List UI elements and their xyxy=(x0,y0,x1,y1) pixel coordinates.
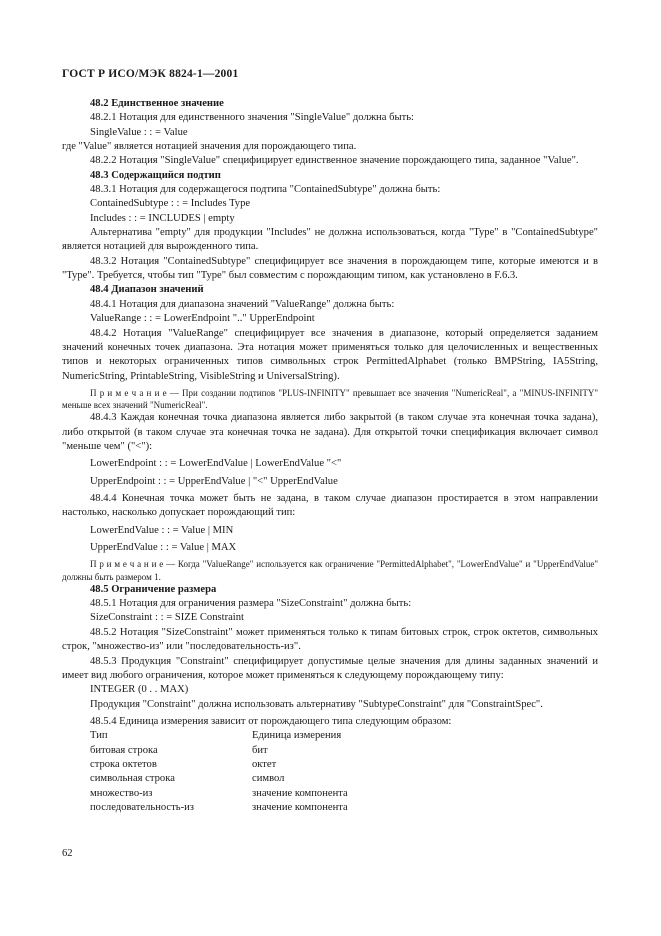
note-text: — Когда "ValueRange" используется как ограничение "PermittedAlphabet", "LowerEndValue" и "UpperEndValue" должны быть размером 1. xyxy=(62,559,598,582)
notation-line: Includes : : = INCLUDES | empty xyxy=(90,212,235,224)
table-cell: Тип xyxy=(90,730,108,742)
note xyxy=(62,387,598,411)
table-cell: последовательность-из xyxy=(90,801,194,813)
notation-line: ValueRange : : = LowerEndpoint ".." UpperEndpoint xyxy=(90,313,315,325)
table-cell: значение компонента xyxy=(252,787,348,799)
paragraph: 48.2.1 Нотация для единственного значения "SingleValue" должна быть: xyxy=(90,112,414,124)
note xyxy=(62,558,598,582)
table-cell: октет xyxy=(252,758,277,770)
notation-line: LowerEndValue : : = Value | MIN xyxy=(90,524,234,536)
table-cell: множество-из xyxy=(90,787,153,799)
document-body xyxy=(62,97,598,815)
page-number: 62 xyxy=(62,848,73,859)
unit-table xyxy=(90,729,598,815)
notation-line: UpperEndValue : : = Value | MAX xyxy=(90,542,237,554)
paragraph: 48.4.1 Нотация для диапазона значений "ValueRange" должна быть: xyxy=(90,298,395,310)
note-text: — При создании подтипов "PLUS-INFINITY" превышает все значения "NumericReal", а "MINUS-INFINITY" меньше всех значений "NumericReal". xyxy=(62,387,598,411)
notation-line: UpperEndpoint : : = UpperEndValue | "<" UpperEndValue xyxy=(90,475,338,487)
paragraph: 48.3.1 Нотация для содержащегося подтипа "ContainedSubtype" должна быть: xyxy=(90,184,441,196)
section-heading: 48.4 Диапазон значений xyxy=(90,284,204,296)
table-row xyxy=(90,801,598,815)
table-header-row xyxy=(90,729,598,743)
table-cell: Единица измерения xyxy=(252,730,342,742)
paragraph: Продукция "Constraint" должна использовать альтернативу "SubtypeConstraint" для "ConstraintSpec". xyxy=(90,698,543,710)
paragraph: 48.5.3 Продукция "Constraint" специфицирует допустимые целые значения для длины заданных значений и имеет вид любого ограничения, которое может применяться к следующему порождающему типу: xyxy=(62,655,598,681)
paragraph: Альтернатива "empty" для продукции "Includes" не должна использоваться, когда "Type" в "ContainedSubtype" является нотацией для вырожденного типа. xyxy=(62,227,598,253)
table-cell: бит xyxy=(252,744,268,756)
paragraph: 48.5.2 Нотация "SizeConstraint" может применяться только к типам битовых строк, строк октетов, символьных строк, "множество-из" или "последовательность-из". xyxy=(62,626,598,653)
table-cell: символьная строка xyxy=(90,773,175,785)
notation-line: SingleValue : : = Value xyxy=(90,126,188,138)
paragraph: 48.4.3 Каждая конечная точка диапазона является либо закрытой (в таком случае эта конечная точка задана), либо открытой (в таком случае эта конечная точка не задана). Для открытой точки спецификация включает символ "меньше чем" ("<"): xyxy=(62,412,598,452)
table-cell: битовая строка xyxy=(90,744,158,756)
table-cell: строка октетов xyxy=(90,758,157,770)
table-row xyxy=(90,758,598,772)
table-cell: значение компонента xyxy=(252,801,348,813)
section-heading: 48.3 Содержащийся подтип xyxy=(90,169,221,181)
notation-line: INTEGER (0 . . MAX) xyxy=(90,684,189,696)
paragraph: 48.2.2 Нотация "SingleValue" специфицирует единственное значение порождающего типа, заданное "Value". xyxy=(90,155,579,167)
paragraph: где "Value" является нотацией значения для порождающего типа. xyxy=(62,141,357,153)
notation-line: SizeConstraint : : = SIZE Constraint xyxy=(90,612,244,624)
paragraph: 48.5.1 Нотация для ограничения размера "SizeConstraint" должна быть: xyxy=(90,598,412,610)
notation-line: LowerEndpoint : : = LowerEndValue | LowerEndValue "<" xyxy=(90,458,342,470)
notation-line: ContainedSubtype : : = Includes Type xyxy=(90,198,251,210)
paragraph: 48.3.2 Нотация "ContainedSubtype" специфицирует все значения в порождающем типе, которые имеются и в "Type". Требуется, чтобы тип "Type" был совместим с порождающим типом, как установлено в F.6.3. xyxy=(62,255,598,282)
paragraph: 48.5.4 Единица измерения зависит от порождающего типа следующим образом: xyxy=(90,715,452,727)
note-label: П р и м е ч а н и е xyxy=(90,387,167,398)
note-label: П р и м е ч а н и е xyxy=(90,559,164,570)
table-row xyxy=(90,772,598,786)
table-cell: символ xyxy=(252,773,285,785)
table-row xyxy=(90,744,598,758)
table-row xyxy=(90,787,598,801)
section-heading: 48.2 Единственное значение xyxy=(90,98,224,109)
document-header: ГОСТ Р ИСО/МЭК 8824-1—2001 xyxy=(62,68,239,80)
paragraph: 48.4.4 Конечная точка может быть не задана, в таком случае диапазон простирается в этом направлении настолько, насколько допускает порождающий тип: xyxy=(62,493,598,519)
paragraph: 48.4.2 Нотация "ValueRange" специфицирует все значения в диапазоне, который определяется заданием значений конечных точек диапазона. Эта нотация может применяться только для целочисленных и вещественных типов и некоторых ограниченных типов символьных строк PermittedAlphabet (только BMPString, IA5String, NumericString, PrintableString, VisibleString и UniversalString). xyxy=(62,327,598,382)
section-heading: 48.5 Ограничение размера xyxy=(90,583,217,595)
